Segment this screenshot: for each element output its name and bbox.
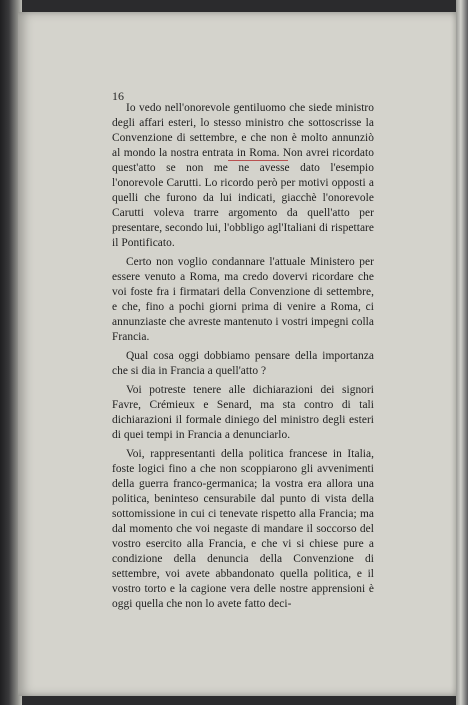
handwritten-underline-mark xyxy=(228,160,288,161)
paragraph-2: Certo non voglio condannare l'attuale Ministero per essere venuto a Roma, ma credo dovervi ricordare che voi foste fra i firmatari della Convenzione di settembre, e che, fino a pochi giorni prima di venire a Roma, ci annunziaste che avreste mantenuto i vostri impegni colla Francia. xyxy=(112,256,374,343)
body-text xyxy=(112,101,374,612)
page-number: 16 xyxy=(112,89,124,103)
paragraph-3: Qual cosa oggi dobbiamo pensare della importanza che si dia in Francia a quell'atto ? xyxy=(112,350,374,377)
paragraph-5: Voi, rappresentanti della politica francese in Italia, foste logici fino a che non scoppiarono gli avvenimenti della guerra franco-germanica; la vostra era allora una politica, benintesо censurabile dal punto di vista della sottomissione in cui ci tenevate rispetto alla Francia; ma dal momento che voi negaste di mandare il soccorso del vostro esercito alla Francia, e che vi si chiese pure a condizione della denuncia della Convenzione di settembre, voi avete abbandonato quella politica, e il vostro torto e la cagione vera delle nostre apprensioni è oggi quella che non lo avete fatto deci- xyxy=(112,448,374,610)
paragraph-1: Io vedo nell'onorevole gentiluomo che siede ministro degli affari esteri, lo stesso ministro che sottoscrisse la Convenzione di settembre, e che non è molto annunziò al mondo la nostra entrata in Roma. Non avrei ricordato quest'atto se non me ne avesse dato l'esempio l'onorevole Carutti. Lo ricordo però per motivi opposti a quelli che furono da lui indicati, giacchè l'onorevole Carutti voleva trarre argomento da quell'atto per presentare, secondo lui, l'obbligo agl'Italiani di rispettare il Pontificato. xyxy=(112,102,374,249)
page-edge xyxy=(456,0,468,705)
paragraph-4: Voi potreste tenere alle dichiarazioni dei signori Favre, Crémieux e Senard, ma sta contro di tali dichiarazioni il formale diniego del ministro degli esteri di quei tempi in Francia a denunciarlo. xyxy=(112,384,374,441)
